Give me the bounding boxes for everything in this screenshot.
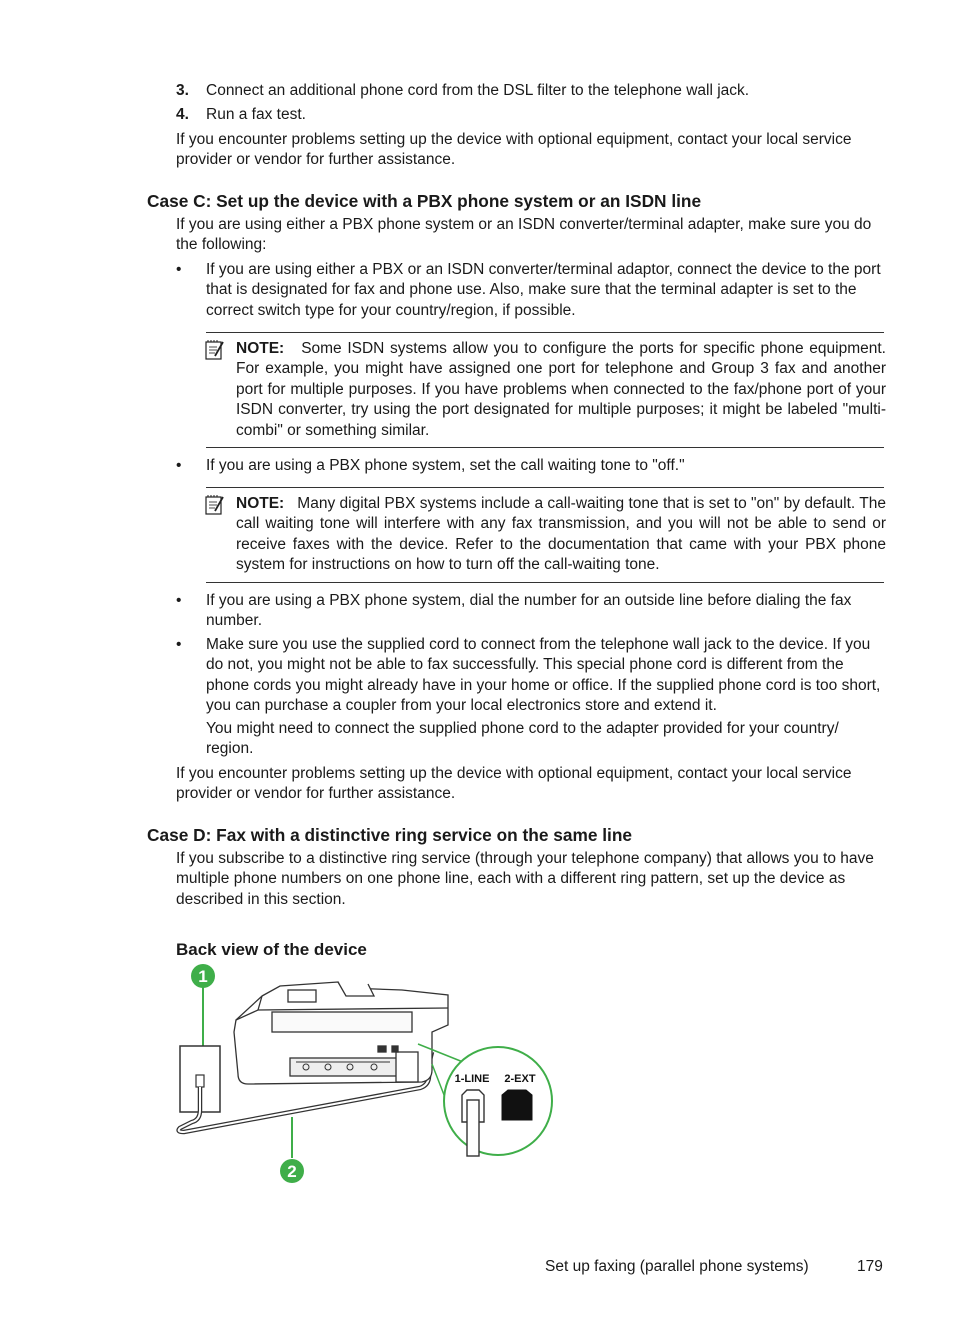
wall-jack-port [196,1075,204,1087]
bullet-marker: • [176,457,182,474]
page-number: 179 [857,1258,883,1275]
footer-section-title: Set up faxing (parallel phone systems) [545,1258,809,1275]
step-4-text: Run a fax test. [206,106,306,123]
bullet-marker: • [176,592,182,609]
callout-2-badge [280,1159,304,1183]
note-1-text: Some ISDN systems allow you to configure the ports for specific phone equipment. For example, you might have assigned one port for telephone and Group 3 fax and another port for multiple purposes. If you have problems when connected to the fax/phone port of your ISDN converter, try using the port designated for multiple purposes; it might be labeled "multi-combi" or something similar. [236,340,886,439]
case-c-bullet-4-extra: You might need to connect the supplied phone cord to the adapter provided for your country/ region. [206,720,839,758]
step-4-number: 4. [176,106,189,123]
note-1 [236,339,886,441]
note-2-bottom-rule [206,582,884,583]
case-d-intro: If you subscribe to a distinctive ring service (through your telephone company) that allows you to have multiple phone numbers on one phone line, each with a different ring pattern, set up the device as described in this section. [176,850,874,908]
note-1-label: NOTE: [236,340,285,357]
case-c-outro: If you encounter problems setting up the device with optional equipment, contact your local service provider or vendor for further assistance. [176,765,852,803]
callout-1-badge [191,964,215,988]
note-1-top-rule [206,332,884,333]
device-back-view-figure [170,960,570,1192]
note-icon [204,494,226,516]
port-2-label: 2-EXT [504,1073,536,1085]
svg-text:2: 2 [287,1162,297,1181]
step-3-number: 3. [176,82,189,99]
note-2-text: Many digital PBX systems include a call-waiting tone that is set to "on" by default. The call waiting tone will interfere with any fax transmission, and you will not be able to send or receive faxes with the device. Refer to the documentation that came with your PBX phone system for instructions on how to turn off the call-waiting tone. [236,495,887,574]
svg-text:1: 1 [198,967,208,986]
magnified-ports-circle [444,1047,552,1155]
case-c-bullet-1: If you are using either a PBX or an ISDN converter/terminal adaptor, connect the device to the port that is designated for fax and phone use. Also, make sure that the terminal adapter is set to the correct switch type for your country/region, if possible. [206,261,881,319]
case-c-bullet-3: If you are using a PBX phone system, dial the number for an outside line before dialing the fax number. [206,592,852,630]
note-icon [204,339,226,361]
case-c-intro: If you are using either a PBX phone system or an ISDN converter/terminal adapter, make sure you do the following: [176,216,872,254]
bullet-marker: • [176,636,182,653]
step-3-text: Connect an additional phone cord from the DSL filter to the telephone wall jack. [206,82,750,99]
note-2 [236,494,886,576]
figure-title: Back view of the device [176,940,367,959]
port-1-label: 1-LINE [454,1073,490,1085]
case-c-heading: Case C: Set up the device with a PBX phone system or an ISDN line [147,191,702,211]
case-d-heading: Case D: Fax with a distinctive ring service on the same line [147,825,632,845]
ext-port [502,1090,532,1120]
device-body [234,982,448,1084]
note-2-top-rule [206,487,884,488]
case-c-bullet-4: Make sure you use the supplied cord to connect from the telephone wall jack to the device. If you do not, you might not be able to fax successfully. This special phone cord is different from the phone cords you might already have in your home or office. If the supplied phone cord is too short, you can purchase a coupler from your local electronics store and extend it. [206,636,881,715]
case-c-bullet-2: If you are using a PBX phone system, set the call waiting tone to "off." [206,457,685,474]
note-1-bottom-rule [206,447,884,448]
note-2-label: NOTE: [236,495,285,512]
bullet-marker: • [176,261,182,278]
contact-paragraph: If you encounter problems setting up the device with optional equipment, contact your local service provider or vendor for further assistance. [176,131,852,169]
